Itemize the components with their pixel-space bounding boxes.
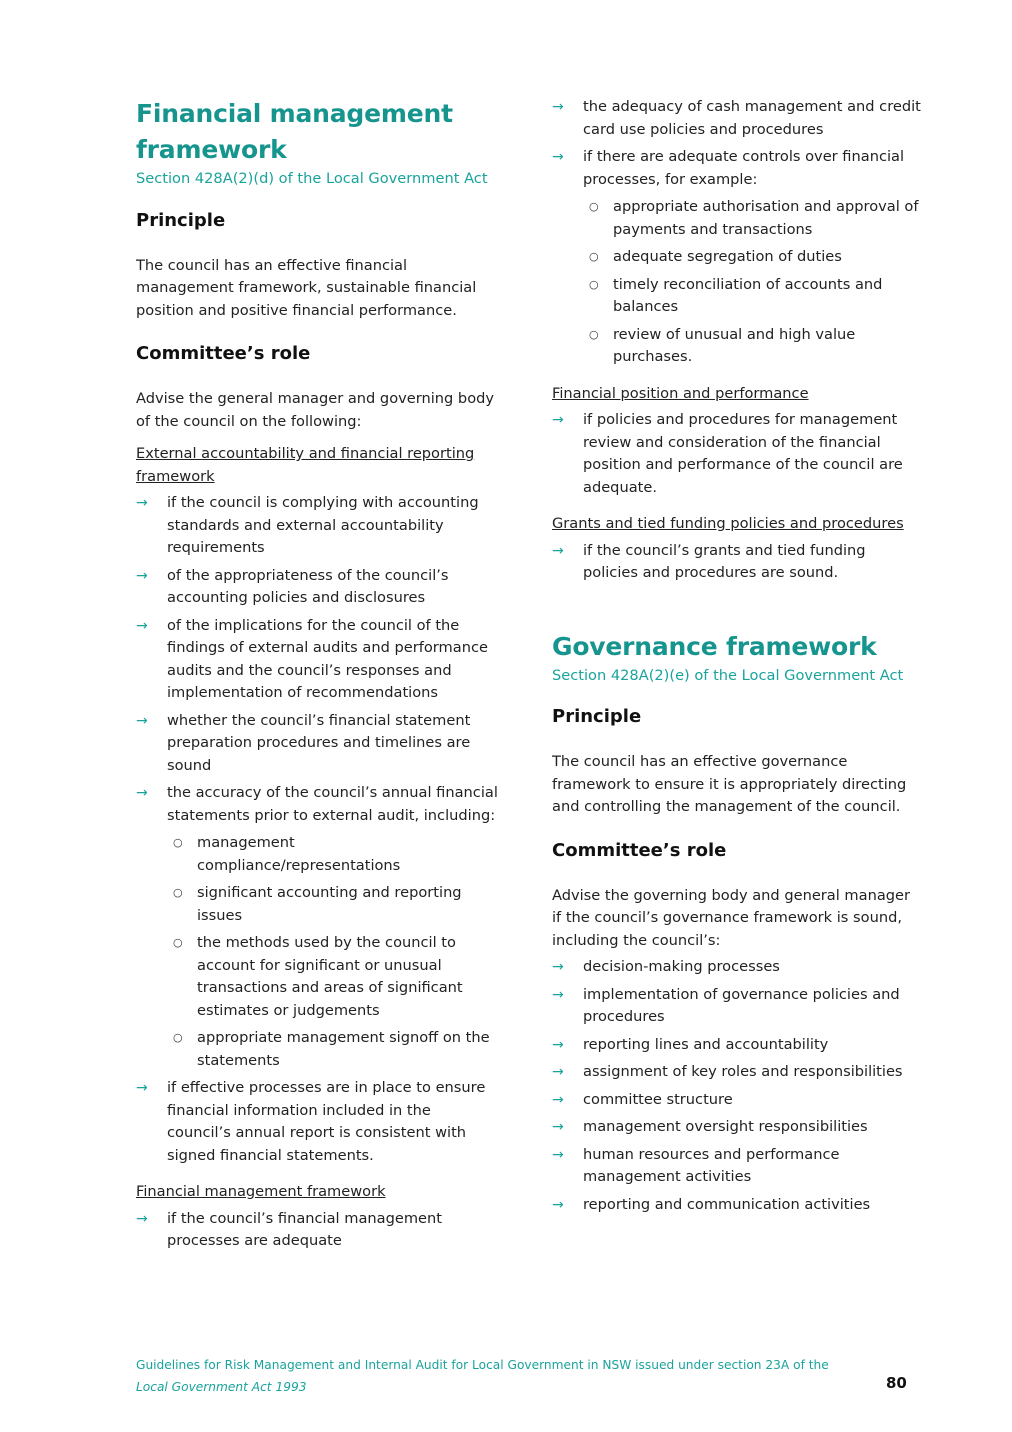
circle-bullet-icon: ○ <box>173 886 183 899</box>
circle-bullet-icon: ○ <box>589 327 599 341</box>
page-number: 80 <box>886 1374 907 1392</box>
spacer <box>552 599 922 629</box>
list-item: → assignment of key roles and responsibilities <box>552 1061 922 1084</box>
arrow-right-icon: → <box>552 542 564 559</box>
circle-bullet-icon: ○ <box>173 836 183 849</box>
principle-text: The council has an effective governance framework to ensure it is appropriately directing and controlling the management of the council. <box>552 753 907 815</box>
list-item: → if the council’s grants and tied funding policies and procedures are sound. <box>552 541 866 581</box>
circle-bullet-icon: ○ <box>589 277 599 291</box>
committee-role-intro: Advise the governing body and general manager if the council’s governance framework is sound, including the council’s: <box>552 886 911 949</box>
list-item: → decision-making processes <box>552 956 922 979</box>
sub-list-item: ○ adequate segregation of duties <box>583 246 922 269</box>
list-item: → of the implications for the council of the findings of external audits and performance audits and the council’s responses and implementation of recommendations <box>136 616 488 701</box>
left-column <box>136 96 498 1267</box>
arrow-right-icon: → <box>552 986 564 1003</box>
principle-text: The council has an effective financial management framework, sustainable financial position and positive financial performance. <box>136 256 477 319</box>
arrow-right-icon: → <box>136 712 148 729</box>
circle-bullet-icon: ○ <box>173 1031 183 1044</box>
arrow-list <box>552 96 922 369</box>
list-item: → whether the council’s financial statement preparation procedures and timelines are sound <box>136 711 471 774</box>
list-item: → reporting lines and accountability <box>552 1034 922 1057</box>
arrow-right-icon: → <box>552 412 564 428</box>
sub-list <box>167 832 498 1072</box>
governance-title: Governance framework <box>552 631 877 661</box>
list-item: → of the appropriateness of the council’s accounting policies and disclosures <box>136 566 449 606</box>
circle-bullet-icon: ○ <box>589 200 599 213</box>
circle-bullet-icon: ○ <box>589 250 599 263</box>
committee-role-heading: Committee’s role <box>136 343 311 364</box>
list-item: → management oversight responsibilities <box>552 1116 922 1139</box>
committee-role-intro: Advise the general manager and governing body of the council on the following: <box>136 390 495 430</box>
list-item: → the adequacy of cash management and credit card use policies and procedures <box>552 98 921 138</box>
sub-list-item: ○ significant accounting and reporting issues <box>173 884 462 924</box>
list-item: → reporting and communication activities <box>552 1194 922 1217</box>
arrow-right-icon: → <box>552 149 564 165</box>
footer-act-title: Local Government Act 1993 <box>136 1380 307 1394</box>
arrow-list <box>136 492 498 1167</box>
sub-list-item: ○ review of unusual and high value purchases. <box>589 325 856 365</box>
arrow-list <box>552 956 922 1216</box>
sub-list-item: ○ appropriate management signoff on the statements <box>173 1029 490 1069</box>
circle-bullet-icon: ○ <box>173 936 183 949</box>
arrow-right-icon: → <box>552 1036 564 1053</box>
list-item: → human resources and performance management activities <box>552 1145 840 1185</box>
arrow-right-icon: → <box>136 617 148 634</box>
subheading-financial-position: Financial position and performance <box>552 384 809 402</box>
arrow-list <box>552 540 922 585</box>
right-column <box>552 96 922 1230</box>
arrow-right-icon: → <box>552 1146 564 1163</box>
sub-list-item: ○ the methods used by the council to account for significant or unusual transactions and areas of significant estimates or judgements <box>173 934 463 1019</box>
arrow-right-icon: → <box>136 1080 148 1096</box>
arrow-right-icon: → <box>552 99 564 115</box>
sub-list-item: ○ timely reconciliation of accounts and balances <box>589 275 883 315</box>
list-item: → if the council is complying with accounting standards and external accountability requirements <box>136 494 479 556</box>
sub-list <box>583 196 922 369</box>
list-item: → if the council’s financial management processes are adequate <box>136 1209 442 1249</box>
sub-list-item: ○ management compliance/representations <box>173 834 401 874</box>
list-item: → the accuracy of the council’s annual financial statements prior to external audit, including: ○ management compliance/representations ○ significant accounting and reporting issues ○ the methods used by the council to account for significant or unusual transactions and areas of significant estimates or judgements ○ appropriate management signoff on the statements <box>136 782 498 1072</box>
subheading-external-accountability: External accountability and financial reporting framework <box>136 445 475 485</box>
committee-role-heading: Committee’s role <box>552 839 727 861</box>
list-item: → committee structure <box>552 1089 922 1112</box>
arrow-right-icon: → <box>552 1064 564 1080</box>
section-reference: Section 428A(2)(e) of the Local Government Act <box>552 666 904 684</box>
page-title: Financial management framework <box>136 99 453 164</box>
footer-text: Guidelines for Risk Management and Internal Audit for Local Government in NSW issued under section 23A of the Local Government Act 1993 <box>136 1358 829 1394</box>
arrow-right-icon: → <box>136 785 148 801</box>
section-reference: Section 428A(2)(d) of the Local Government Act <box>136 170 488 187</box>
list-item: → implementation of governance policies and procedures <box>552 985 900 1025</box>
arrow-right-icon: → <box>552 959 564 975</box>
arrow-right-icon: → <box>136 567 148 584</box>
arrow-right-icon: → <box>136 1210 148 1227</box>
arrow-right-icon: → <box>552 1119 564 1135</box>
sub-list-item: ○ appropriate authorisation and approval of payments and transactions <box>589 198 919 238</box>
principle-heading: Principle <box>552 706 642 727</box>
subheading-financial-management-framework: Financial management framework <box>136 1183 386 1200</box>
arrow-right-icon: → <box>552 1091 564 1108</box>
arrow-right-icon: → <box>136 495 148 511</box>
arrow-list <box>552 409 922 499</box>
subheading-grants-tied-funding: Grants and tied funding policies and procedures <box>552 515 904 532</box>
list-item: → if effective processes are in place to ensure financial information included in the council’s annual report is consistent with signed financial statements. <box>136 1079 486 1164</box>
list-item: → if there are adequate controls over financial processes, for example: ○ appropriate authorisation and approval of payments and transactions ○ adequate segregation of duties ○ timely reconciliation of accounts and balances ○ review of unusual and high value purchases. <box>552 146 922 369</box>
list-item: → if policies and procedures for management review and consideration of the financial position and performance of the council are adequate. <box>552 411 903 496</box>
arrow-right-icon: → <box>552 1196 564 1213</box>
arrow-list <box>136 1208 498 1253</box>
principle-heading: Principle <box>136 209 226 231</box>
